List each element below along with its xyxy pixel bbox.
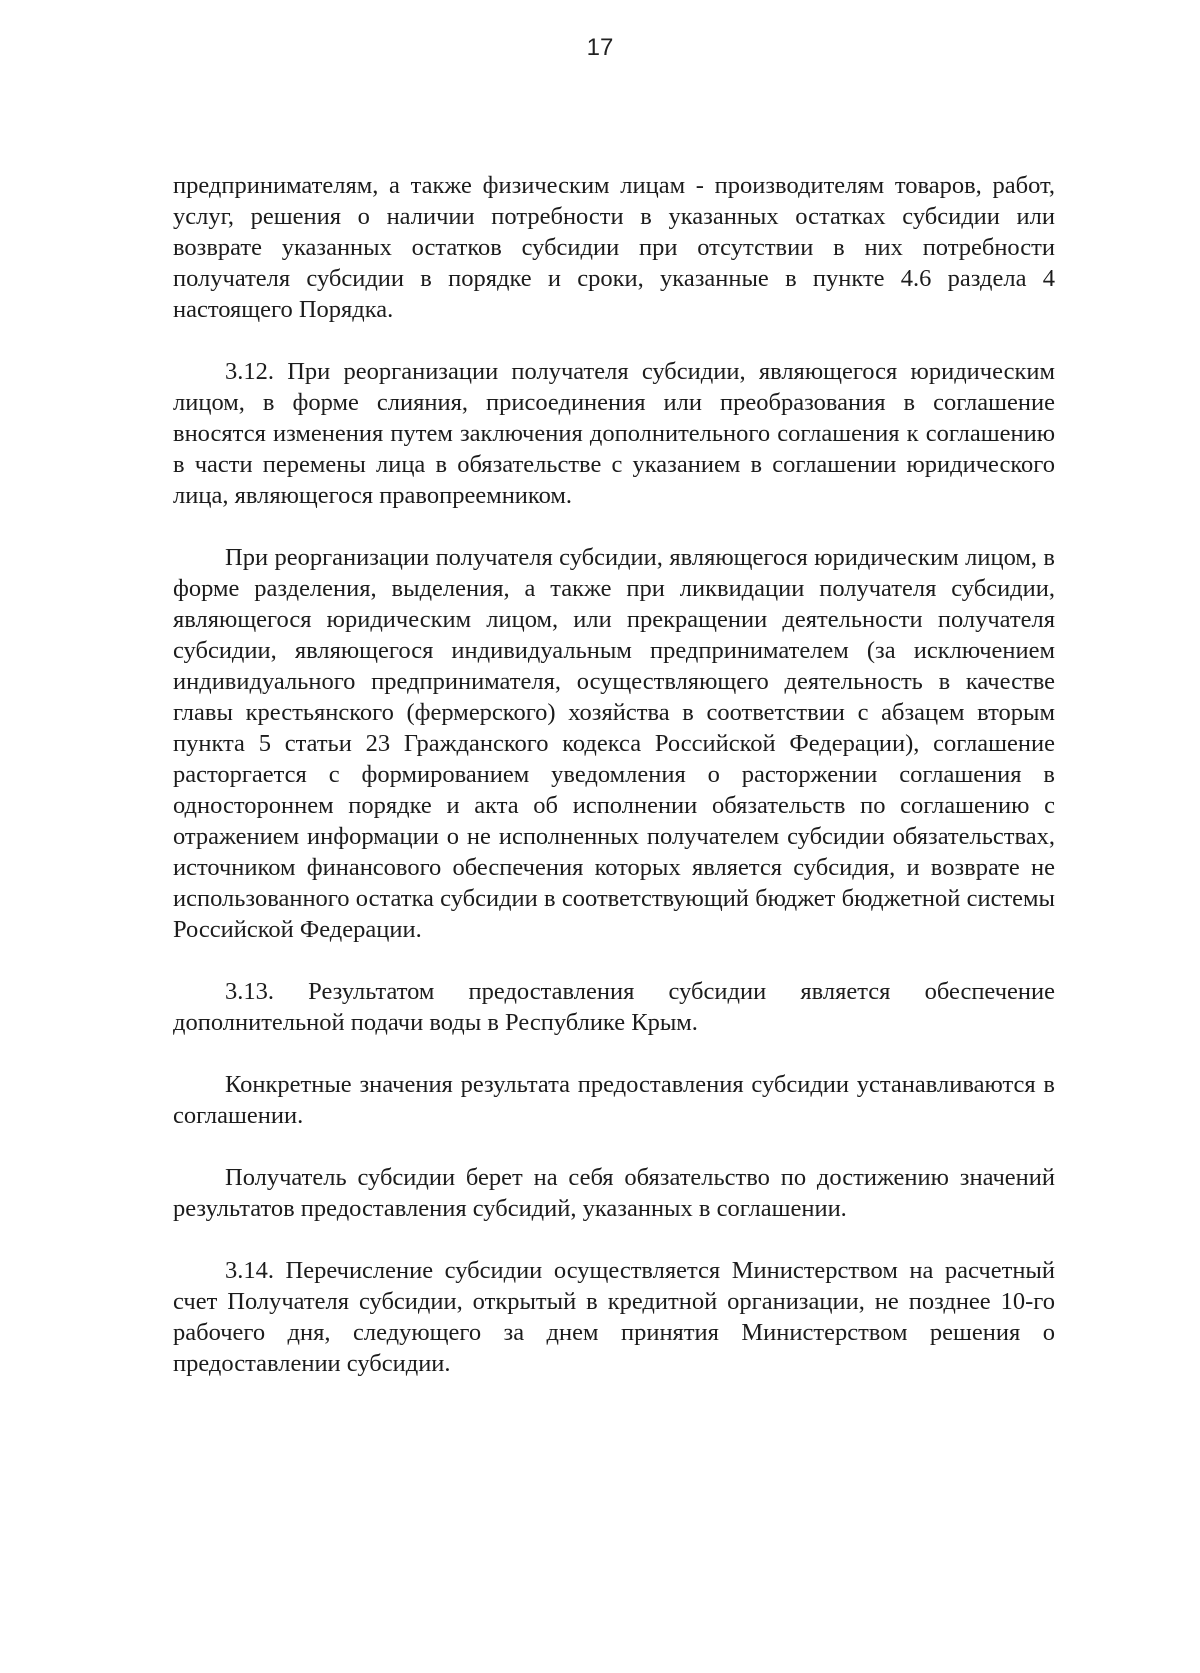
- document-body: [173, 170, 1055, 1379]
- page-number: 17: [586, 34, 614, 61]
- paragraph-continuation: предпринимателям, а также физическим лицам - производителям товаров, работ, услуг, решения о наличии потребности в указанных остатках субсидии или возврате указанных остатков субсидии при отсутствии в них потребности получателя субсидии в порядке и сроки, указанные в пункте 4.6 раздела 4 настоящего Порядка.: [173, 172, 1055, 323]
- paragraph-3-12: 3.12. При реорганизации получателя субсидии, являющегося юридическим лицом, в форме слияния, присоединения или преобразования в соглашение вносятся изменения путем заключения дополнительного соглашения к соглашению в части перемены лица в обязательстве с указанием в соглашении юридического лица, являющегося правопреемником.: [173, 358, 1055, 509]
- paragraph-result-values: Конкретные значения результата предоставления субсидии устанавливаются в соглашении.: [173, 1071, 1055, 1129]
- paragraph-3-13: 3.13. Результатом предоставления субсидии является обеспечение дополнительной подачи воды в Республике Крым.: [173, 978, 1055, 1036]
- paragraph-3-14: 3.14. Перечисление субсидии осуществляется Министерством на расчетный счет Получателя субсидии, открытый в кредитной организации, не позднее 10-го рабочего дня, следующего за днем принятия Министерством решения о предоставлении субсидии.: [173, 1257, 1055, 1377]
- paragraph-reorganization-division: При реорганизации получателя субсидии, являющегося юридическим лицом, в форме разделения, выделения, а также при ликвидации получателя субсидии, являющегося юридическим лицом, или прекращении деятельности получателя субсидии, являющегося индивидуальным предпринимателем (за исключением индивидуального предпринимателя, осуществляющего деятельность в качестве главы крестьянского (фермерского) хозяйства в соответствии с абзацем вторым пункта 5 статьи 23 Гражданского кодекса Российской Федерации), соглашение расторгается с формированием уведомления о расторжении соглашения в одностороннем порядке и акта об исполнении обязательств по соглашению с отражением информации о не исполненных получателем субсидии обязательствах, источником финансового обеспечения которых является субсидия, и возврате не использованного остатка субсидии в соответствующий бюджет бюджетной системы Российской Федерации.: [173, 544, 1055, 943]
- paragraph-recipient-obligation: Получатель субсидии берет на себя обязательство по достижению значений результатов предоставления субсидий, указанных в соглашении.: [173, 1164, 1055, 1222]
